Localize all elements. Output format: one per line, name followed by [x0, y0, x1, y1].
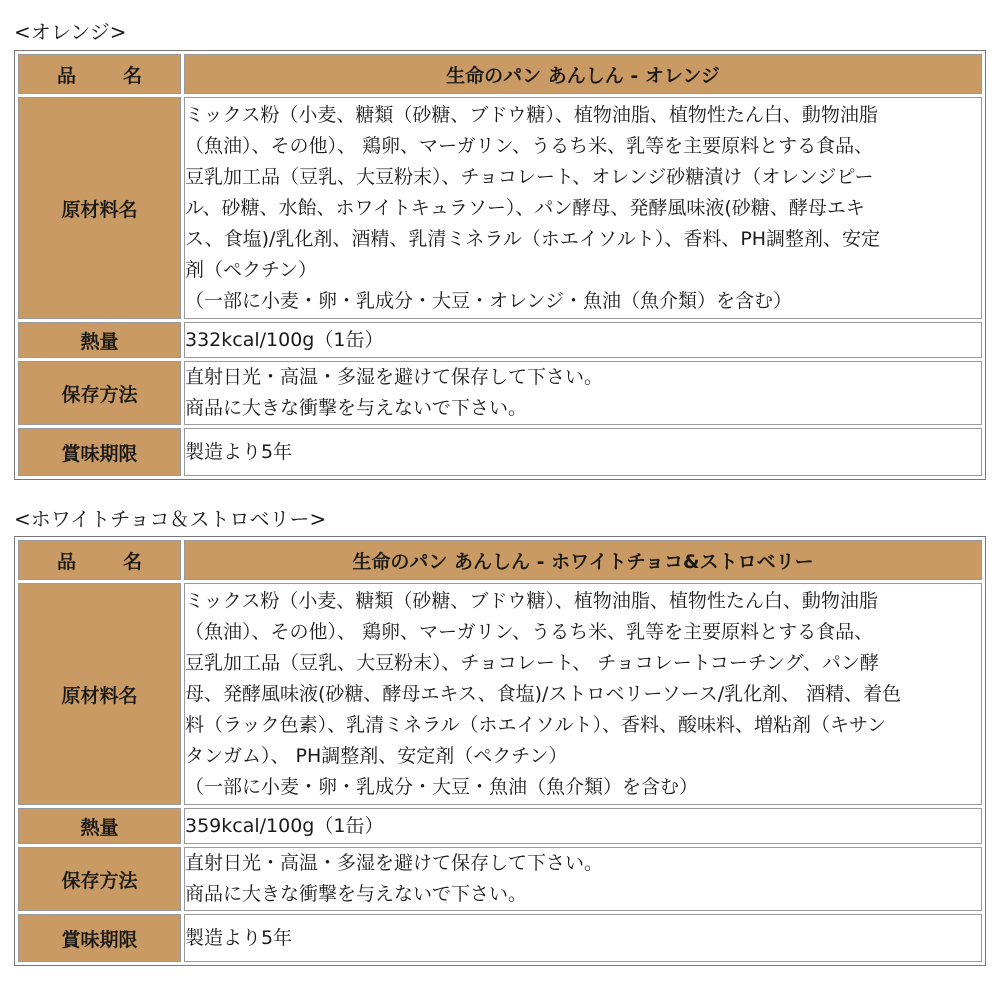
value-product-name: 生命のパン あんしん - ホワイトチョコ&ストロベリー — [184, 540, 982, 580]
label-calories: 熱量 — [18, 322, 181, 358]
label-ingredients: 原材料名 — [18, 97, 181, 319]
value-ingredients — [184, 583, 982, 805]
label-text: 品 名 — [56, 550, 156, 573]
label-ingredients: 原材料名 — [18, 583, 181, 805]
row-storage — [18, 361, 982, 425]
ingredients-line: （魚油）、その他）、 鶏卵、マーガリン、うるち米、乳等を主要原料とする食品、 — [185, 620, 874, 643]
ingredients-line: （魚油）、その他）、 鶏卵、マーガリン、うるち米、乳等を主要原料とする食品、 — [185, 134, 874, 157]
ingredients-line: 剤（ペクチン） — [185, 258, 318, 281]
section-heading-orange: <オレンジ> — [14, 20, 127, 44]
label-storage: 保存方法 — [18, 361, 181, 425]
value-calories: 359kcal/100g（1缶） — [184, 808, 982, 844]
ingredients-line: （一部に小麦・卵・乳成分・大豆・オレンジ・魚油（魚介類）を含む） — [185, 289, 793, 312]
ingredients-line: 料（ラック色素）、乳清ミネラル（ホエイソルト）、香料、酸味料、増粘剤（キサン — [185, 713, 887, 736]
spec-table-orange — [14, 50, 986, 480]
ingredients-line: 母、発酵風味液(砂糖、酵母エキス、食塩)/ストロベリーソース/乳化剤、 酒精、着色 — [185, 682, 902, 705]
section-heading-white-choco-strawberry: <ホワイトチョコ＆ストロベリー> — [14, 507, 327, 531]
storage-line: 商品に大きな衝撃を与えないで下さい。 — [185, 883, 528, 905]
value-storage — [184, 361, 982, 425]
label-expiry: 賞味期限 — [18, 914, 181, 962]
spec-table-white-choco-strawberry — [14, 536, 986, 966]
row-product-name — [18, 540, 982, 580]
value-calories: 332kcal/100g（1缶） — [184, 322, 982, 358]
row-ingredients — [18, 97, 982, 319]
label-expiry: 賞味期限 — [18, 428, 181, 476]
row-calories — [18, 322, 982, 358]
row-ingredients — [18, 583, 982, 805]
ingredients-line: （一部に小麦・卵・乳成分・大豆・魚油（魚介類）を含む） — [185, 775, 699, 798]
value-expiry: 製造より5年 — [184, 428, 982, 476]
row-storage — [18, 847, 982, 911]
ingredients-line: タンガム）、 PH調整剤、安定剤（ペクチン） — [185, 744, 568, 767]
label-text: 品 名 — [56, 64, 156, 87]
ingredients-line: ス、食塩)/乳化剤、酒精、乳清ミネラル（ホエイソルト）、香料、PH調整剤、安定 — [185, 227, 881, 250]
value-storage — [184, 847, 982, 911]
label-product-name — [18, 540, 181, 580]
ingredients-line: 豆乳加工品（豆乳、大豆粉末）、チョコレート、 チョコレートコーチング、パン酵 — [185, 651, 879, 674]
ingredients-line: 豆乳加工品（豆乳、大豆粉末）、チョコレート、オレンジ砂糖漬け（オレンジピー — [185, 165, 874, 188]
label-storage: 保存方法 — [18, 847, 181, 911]
label-calories: 熱量 — [18, 808, 181, 844]
row-expiry — [18, 428, 982, 476]
storage-line: 商品に大きな衝撃を与えないで下さい。 — [185, 397, 528, 419]
row-product-name — [18, 54, 982, 94]
ingredients-line: ル、砂糖、水飴、ホワイトキュラソー）、パン酵母、発酵風味液(砂糖、酵母エキ — [185, 196, 865, 219]
value-expiry: 製造より5年 — [184, 914, 982, 962]
row-calories — [18, 808, 982, 844]
row-expiry — [18, 914, 982, 962]
ingredients-line: ミックス粉（小麦、糖類（砂糖、ブドウ糖）、植物油脂、植物性たん白、動物油脂 — [185, 103, 878, 126]
storage-line: 直射日光・高温・多湿を避けて保存して下さい。 — [185, 852, 604, 874]
value-product-name: 生命のパン あんしん - オレンジ — [184, 54, 982, 94]
ingredients-line: ミックス粉（小麦、糖類（砂糖、ブドウ糖）、植物油脂、植物性たん白、動物油脂 — [185, 589, 878, 612]
label-product-name — [18, 54, 181, 94]
storage-line: 直射日光・高温・多湿を避けて保存して下さい。 — [185, 366, 604, 388]
value-ingredients — [184, 97, 982, 319]
